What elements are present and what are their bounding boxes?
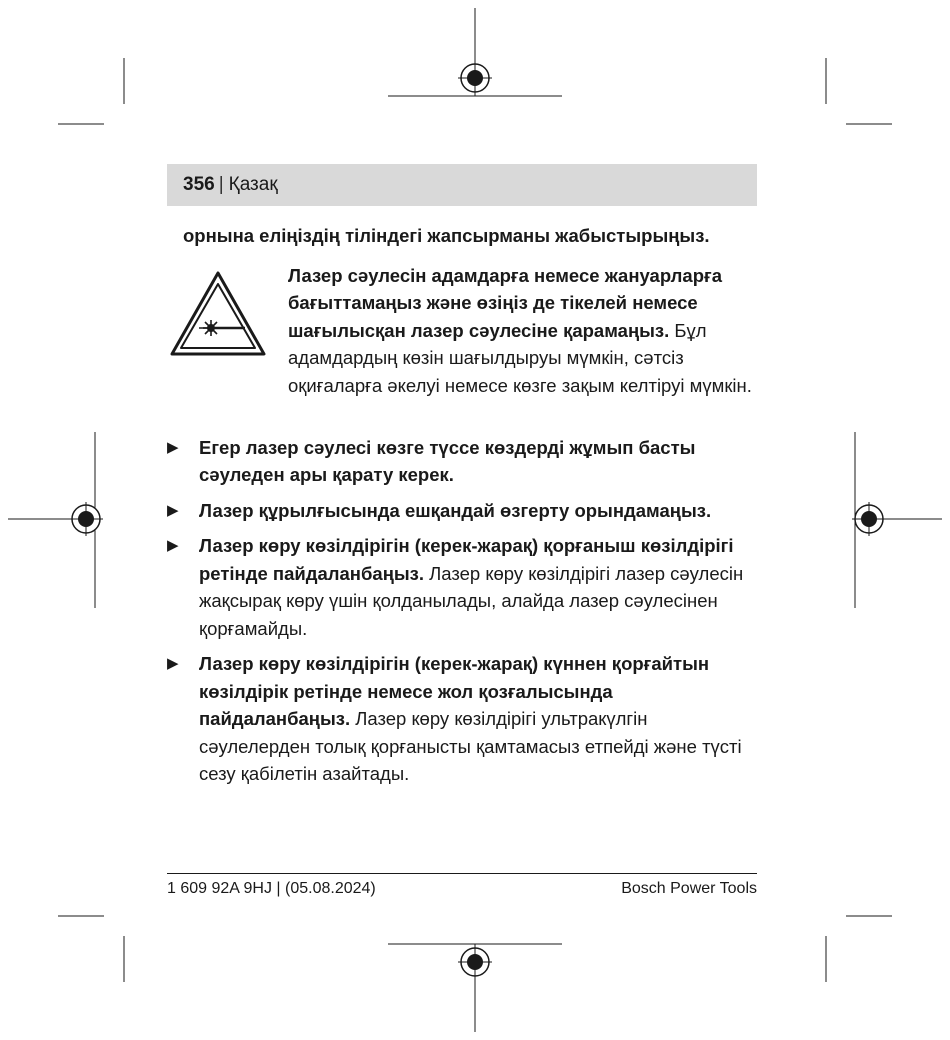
bullet-normal-text: Лазер көру көзілдірігі лазер сәулесін жақсырақ көру үшін қолданылады, алайда лазер сәулесінен қорғамайды. (199, 562, 744, 639)
footer-brand: Bosch Power Tools (621, 880, 757, 897)
page-number: 356 (183, 174, 215, 195)
laser-warning-text (288, 262, 758, 400)
laser-warning-bold: Лазер сәулесін адамдарға немесе жануарларға бағыттамаңыз және өзіңіз де тікелей немесе шағылысқан лазер сәулесіне қарамаңыз. (288, 264, 723, 341)
bullet-arrow-icon: ▶ (167, 654, 179, 672)
laser-warning-normal: Бұл адамдардың көзін шағылдыруы мүмкін, сәтсіз оқиғаларға әкелуі немесе көзге зақым келтіруі мүмкін. (288, 319, 752, 396)
laser-warning-block (167, 262, 757, 428)
list-item (167, 532, 757, 642)
bullet-bold-text: Егер лазер сәулесі көзге түссе көздерді жұмып басты сәуледен ары қарату керек. (199, 436, 696, 485)
bullet-normal-text: Лазер көру көзілдірігі ультракүлгін сәулелерден толық қорғанысты қамтамасыз етпейді және түсті сезу қабілетін азайтады. (199, 708, 742, 784)
header-separator: | (218, 174, 224, 195)
list-item (167, 650, 757, 788)
bullet-arrow-icon: ▶ (167, 536, 179, 554)
list-item (167, 497, 757, 525)
page-header (167, 164, 757, 206)
registration-mark-right (852, 502, 886, 536)
bullet-arrow-icon: ▶ (167, 437, 179, 456)
section-title: Қазақ (228, 174, 278, 195)
bullet-arrow-icon: ▶ (167, 500, 179, 519)
page-content (167, 222, 757, 796)
registration-mark-bottom (458, 945, 492, 979)
safety-bullet-list (167, 434, 757, 788)
bullet-bold-text: Лазер көру көзілдірігін (керек-жарақ) қорғаныш көзілдірігі ретінде пайдаланбаңыз. (199, 535, 734, 584)
list-item (167, 434, 757, 489)
bullet-bold-text: Лазер құрылғысында ешқандай өзгерту орындамаңыз. (199, 499, 712, 521)
bullet-bold-text: Лазер көру көзілдірігін (керек-жарақ) күннен қорғайтын көзілдірік ретінде немесе жол қозғалысында пайдаланбаңыз. (199, 653, 710, 729)
footer-doc-id: 1 609 92A 9HJ | (05.08.2024) (167, 880, 376, 897)
registration-mark-top (458, 61, 492, 95)
registration-mark-left (69, 502, 103, 536)
intro-paragraph: орнына еліңіздің тіліндегі жапсырманы жабыстырыңыз. (183, 225, 710, 246)
page-footer (167, 873, 757, 898)
laser-warning-icon (169, 270, 267, 358)
